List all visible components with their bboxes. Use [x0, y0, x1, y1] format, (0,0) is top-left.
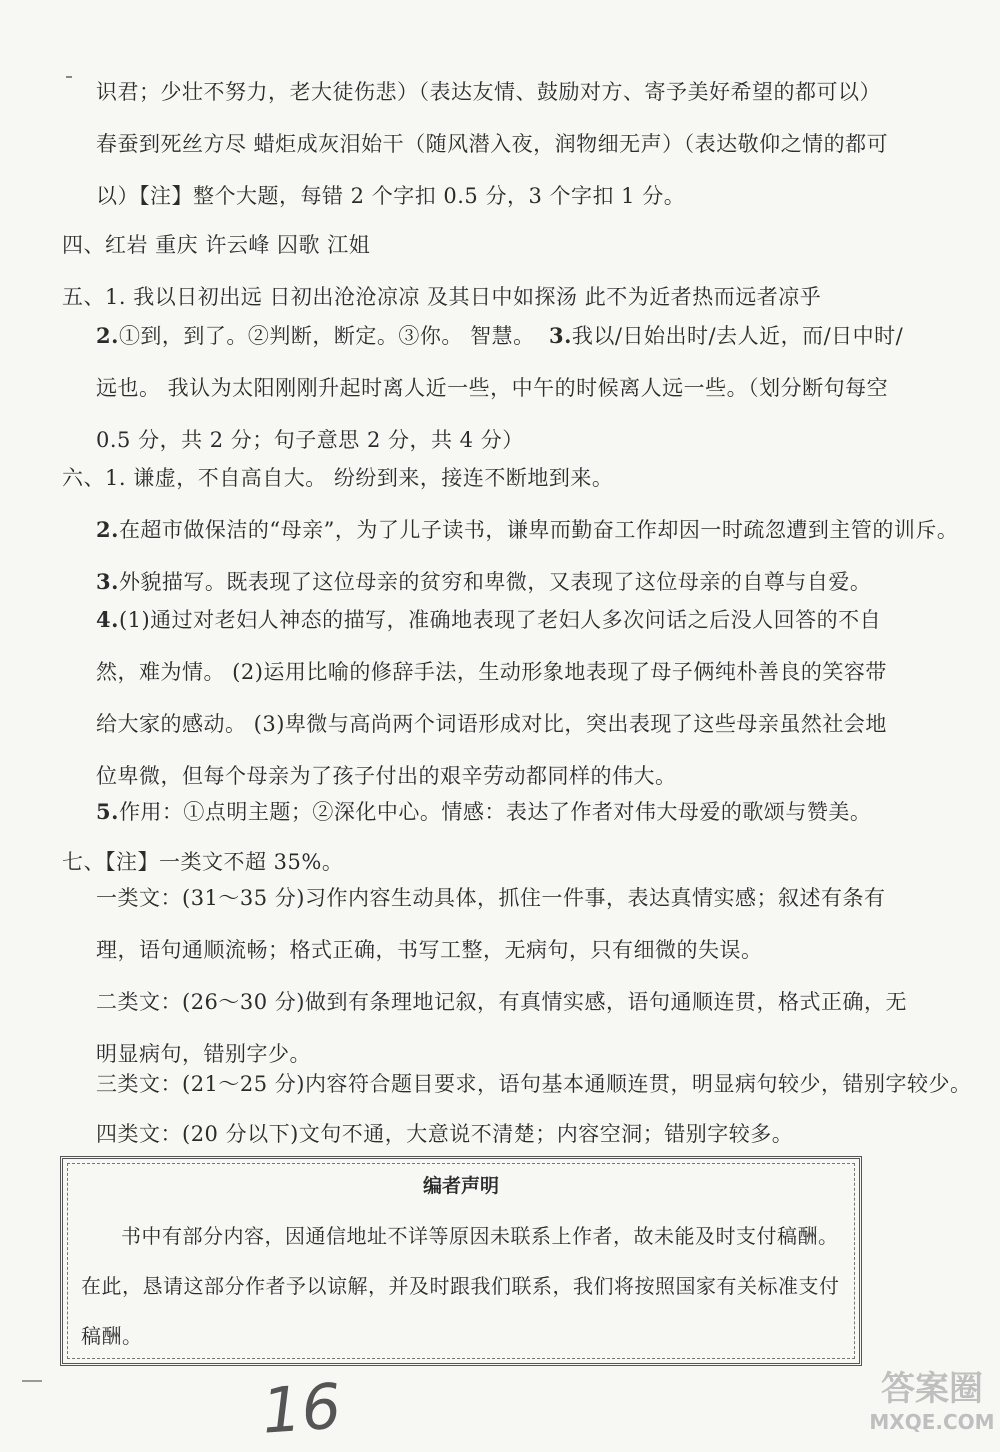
- q3-number: 3.: [548, 323, 572, 348]
- grade-3: 三类文：(21～25 分)内容符合题目要求，语句基本通顺连贯，明显病句较少，错别字较少。: [96, 1072, 972, 1096]
- q3-number: 3.: [96, 569, 119, 594]
- section-6-q1: 六、1. 谦虚，不自高自大。 纷纷到来，接连不断地到来。: [62, 466, 614, 490]
- section-6-q5: [96, 796, 871, 826]
- notice-title: 编者声明: [422, 1175, 499, 1197]
- editor-notice-box: [60, 1156, 862, 1366]
- q3-text: 外貌描写。既表现了这位母亲的贫穷和卑微，又表现了这位母亲的自尊与自爱。: [118, 570, 872, 594]
- section-5-q1: 五、1. 我以日初出远 日初出沧沧凉凉 及其日中如探汤 此不为近者热而远者凉乎: [62, 285, 822, 309]
- q4-number: 4.: [96, 607, 119, 632]
- section-6-q3: [96, 566, 871, 596]
- q4-text: (1)通过对老妇人神态的描写，准确地表现了老妇人多次问话之后没人回答的不自然，难为情。 (2)运用比喻的修辞手法，生动形象地表现了母子俩纯朴善良的笑容带给大家的感动。 (3)卑微与高尚两个词语形成对比，突出表现了这些母亲虽然社会地位卑微，但每个母亲为了孩子付出的艰辛劳动都同样的伟大。: [96, 608, 887, 788]
- section-3-continued: 识君；少壮不努力，老大徒伤悲）（表达友情、鼓励对方、寄予美好希望的都可以） 春蚕到死丝方尽 蜡炬成灰泪始干（随风潜入夜，润物细无声）（表达敬仰之情的都可以）【注】整个大题，每错 2 个字扣 0.5 分，3 个字扣 1 分。: [96, 80, 889, 208]
- grade-4: 四类文：(20 分以下)文句不通，大意说不清楚；内容空洞；错别字较多。: [96, 1122, 794, 1146]
- q2-number: 2.: [96, 323, 119, 348]
- watermark-line-2: MXQE.COM: [869, 1410, 995, 1434]
- watermark-line-1: 答案圈: [881, 1369, 983, 1409]
- section-7-note: 七、【注】一类文不超 35%。: [62, 850, 344, 874]
- notice-body: 书中有部分内容，因通信地址不详等原因未联系上作者，故未能及时支付稿酬。在此，恳请这部分作者予以谅解，并及时跟我们联系，我们将按照国家有关标准支付稿酬。: [81, 1224, 840, 1348]
- section-6-q4: [96, 594, 908, 802]
- q3-text: 我以/日始出时/去人近，而/日中时/远也。 我认为太阳刚刚升起时离人近一些，中午的时候离人远一些。（划分断句每空 0.5 分，共 2 分；句子意思 2 分，共 4 分）: [96, 324, 904, 452]
- q5-text: 作用：①点明主题；②深化中心。情感：表达了作者对伟大母爱的歌颂与赞美。: [118, 800, 872, 824]
- q2-text: 在超市做保洁的“母亲”，为了儿子读书，谦卑而勤奋工作却因一时疏忽遭到主管的训斥。: [118, 518, 959, 542]
- grade-1: 一类文：(31～35 分)习作内容生动具体，抓住一件事，表达真情实感；叙述有条有理，语句通顺流畅；格式正确，书写工整，无病句，只有细微的失误。: [96, 886, 886, 962]
- scan-mark: [66, 76, 72, 78]
- q2-text: ①到，到了。②判断，断定。③你。 智慧。: [118, 324, 535, 348]
- q2-number: 2.: [96, 517, 119, 542]
- site-watermark: [868, 1368, 996, 1444]
- page-number-handwritten: 16: [259, 1369, 344, 1448]
- grade-2: 二类文：(26～30 分)做到有条理地记叙，有真情实感，语句通顺连贯，格式正确，无明显病句，错别字少。: [96, 990, 908, 1066]
- q5-number: 5.: [96, 799, 119, 824]
- scan-mark: [22, 1380, 42, 1382]
- section-4-answer: 四、红岩 重庆 许云峰 囚歌 江姐: [62, 233, 371, 257]
- section-5-q2-q3: [96, 310, 908, 466]
- section-6-q2: [96, 514, 958, 544]
